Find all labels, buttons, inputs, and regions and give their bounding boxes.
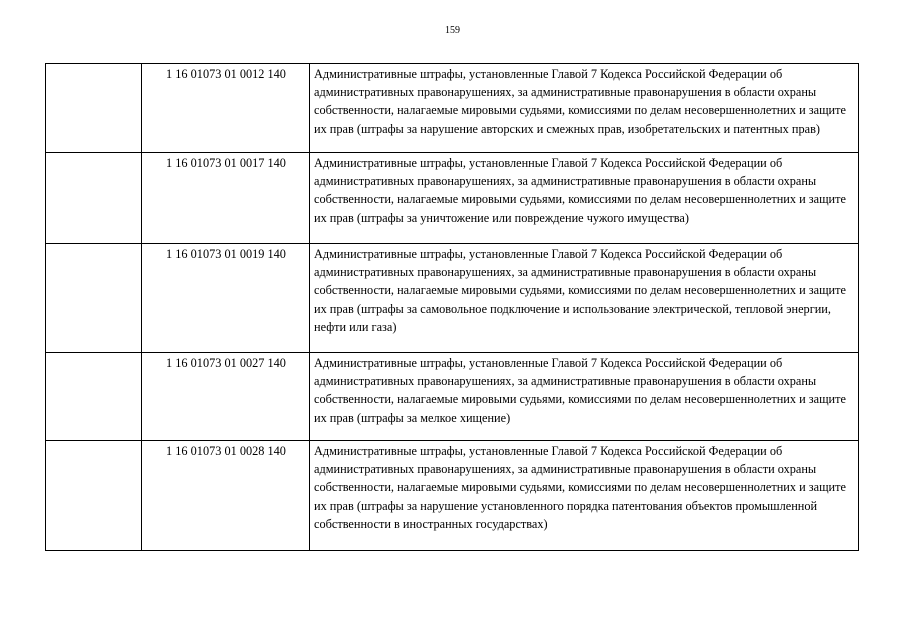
- budget-code-table: [45, 63, 859, 551]
- code-description: Административные штрафы, установленные Главой 7 Кодекса Российской Федерации об административных правонарушениях, за административные правонарушения в области охраны собственности, налагаемые мировыми судьями, комиссиями по делам несовершеннолетних и защите их прав (штрафы за мелкое хищение): [310, 353, 859, 441]
- table-row: [46, 64, 859, 153]
- code-description: Административные штрафы, установленные Главой 7 Кодекса Российской Федерации об административных правонарушениях, за административные правонарушения в области охраны собственности, налагаемые мировыми судьями, комиссиями по делам несовершеннолетних и защите их прав (штрафы за нарушение установленного порядка патентования объектов промышленной собственности в иностранных государствах): [310, 441, 859, 551]
- budget-code: 1 16 01073 01 0017 140: [142, 153, 310, 244]
- table-row: [46, 441, 859, 551]
- page-number: 159: [445, 25, 460, 36]
- code-description: Административные штрафы, установленные Главой 7 Кодекса Российской Федерации об административных правонарушениях, за административные правонарушения в области охраны собственности, налагаемые мировыми судьями, комиссиями по делам несовершеннолетних и защите их прав (штрафы за самовольное подключение и использование электрической, тепловой энергии, нефти или газа): [310, 244, 859, 353]
- code-description: Административные штрафы, установленные Главой 7 Кодекса Российской Федерации об административных правонарушениях, за административные правонарушения в области охраны собственности, налагаемые мировыми судьями, комиссиями по делам несовершеннолетних и защите их прав (штрафы за нарушение авторских и смежных прав, изобретательских и патентных прав): [310, 64, 859, 153]
- table-row: [46, 353, 859, 441]
- row-empty-cell: [46, 353, 142, 441]
- budget-code: 1 16 01073 01 0028 140: [142, 441, 310, 551]
- row-empty-cell: [46, 153, 142, 244]
- row-empty-cell: [46, 64, 142, 153]
- table-row: [46, 153, 859, 244]
- row-empty-cell: [46, 441, 142, 551]
- table-row: [46, 244, 859, 353]
- code-description: Административные штрафы, установленные Главой 7 Кодекса Российской Федерации об административных правонарушениях, за административные правонарушения в области охраны собственности, налагаемые мировыми судьями, комиссиями по делам несовершеннолетних и защите их прав (штрафы за уничтожение или повреждение чужого имущества): [310, 153, 859, 244]
- budget-code: 1 16 01073 01 0012 140: [142, 64, 310, 153]
- row-empty-cell: [46, 244, 142, 353]
- budget-code: 1 16 01073 01 0027 140: [142, 353, 310, 441]
- budget-code: 1 16 01073 01 0019 140: [142, 244, 310, 353]
